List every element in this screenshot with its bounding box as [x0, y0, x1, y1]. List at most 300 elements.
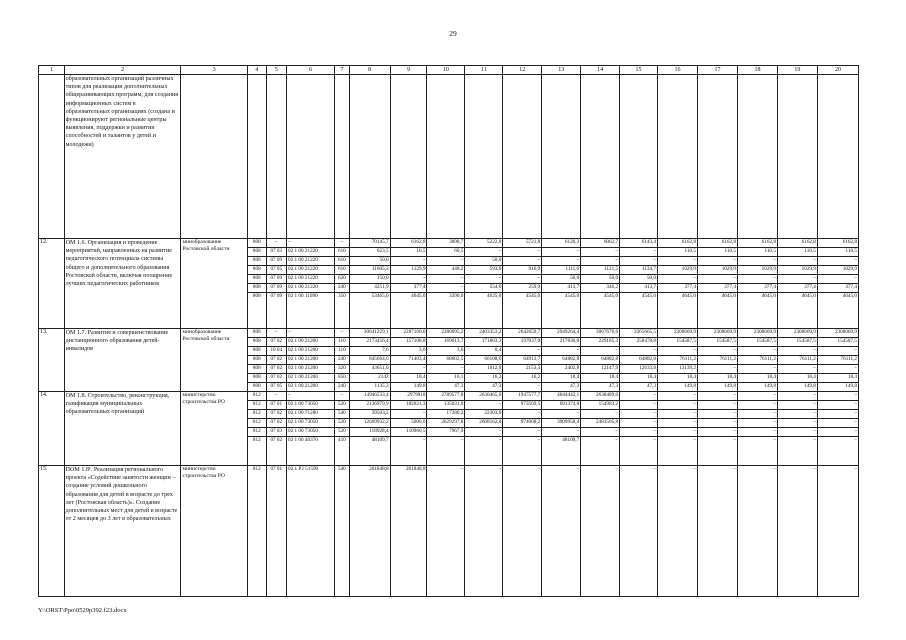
- amount-cell: –: [427, 466, 465, 597]
- amount-cell: 60,5: [427, 248, 465, 257]
- budget-code-cell: 808: [248, 284, 266, 293]
- amount-cell: –: [777, 347, 817, 356]
- amount-cell: –: [817, 410, 858, 419]
- column-header: 17: [697, 66, 737, 75]
- amount-cell: 18,4: [581, 374, 620, 383]
- amount-cell: 4545,0: [581, 293, 620, 329]
- amount-cell: –: [427, 437, 465, 466]
- amount-cell: 149,8: [390, 383, 427, 392]
- budget-code-cell: 07 09: [266, 284, 287, 293]
- amount-cell: –: [817, 392, 858, 401]
- amount-cell: 2630465,0: [465, 392, 503, 401]
- budget-code-cell: 07 02: [266, 365, 287, 374]
- budget-code-cell: –: [287, 392, 335, 401]
- amount-cell: [697, 75, 737, 239]
- budget-code-cell: 812: [248, 392, 266, 401]
- amount-cell: –: [542, 257, 581, 266]
- amount-cell: –: [658, 275, 698, 284]
- budget-code-cell: 808: [248, 338, 266, 347]
- amount-cell: 4545,0: [503, 293, 542, 329]
- amount-cell: 110,5: [737, 248, 777, 257]
- amount-cell: 149,8: [737, 383, 777, 392]
- amount-cell: –: [817, 466, 858, 597]
- budget-code-cell: 02 1 00 21220: [287, 248, 335, 257]
- amount-cell: 154587,5: [817, 338, 858, 347]
- budget-code-cell: 240: [335, 383, 349, 392]
- amount-cell: 7967,9: [427, 428, 465, 437]
- amount-cell: 346,2: [581, 284, 620, 293]
- amount-cell: –: [697, 428, 737, 437]
- budget-code-cell: 02 1 00 40370: [287, 437, 335, 466]
- amount-cell: –: [465, 275, 503, 284]
- amount-cell: 4645,0: [697, 293, 737, 329]
- budget-code-cell: 07 03: [266, 248, 287, 257]
- amount-cell: 68602,5: [427, 356, 465, 365]
- amount-cell: –: [581, 257, 620, 266]
- amount-cell: –: [658, 419, 698, 428]
- amount-cell: [427, 75, 465, 239]
- amount-cell: 64882,8: [542, 356, 581, 365]
- amount-cell: 154587,5: [697, 338, 737, 347]
- column-header: 5: [266, 66, 287, 75]
- amount-cell: –: [737, 275, 777, 284]
- amount-cell: 916,9: [503, 266, 542, 275]
- amount-cell: –: [777, 401, 817, 410]
- budget-code-cell: –: [266, 239, 287, 248]
- column-header: 6: [287, 66, 335, 75]
- amount-cell: 47,3: [620, 383, 658, 392]
- amount-cell: 3898,7: [427, 239, 465, 248]
- amount-cell: 4251,9: [349, 284, 390, 293]
- amount-cell: 12147,9: [581, 365, 620, 374]
- amount-cell: –: [581, 437, 620, 466]
- amount-cell: –: [817, 428, 858, 437]
- budget-code-cell: 02 1 00 21200: [287, 347, 335, 356]
- amount-cell: 2380095,2: [427, 329, 465, 338]
- budget-code-cell: 808: [248, 257, 266, 266]
- budget-code-cell: 07 02: [266, 374, 287, 383]
- program-measure-name: ОМ 1.6. Организация и проведение мероприятий, направленных на развитие педагогического потенциала системы общего и дополнительного образования Ростовской области, включая поощрение лучших педагогических работников: [64, 239, 181, 329]
- amount-cell: –: [427, 257, 465, 266]
- responsible-executor: минобразование Ростовской области: [181, 329, 248, 392]
- amount-cell: 47,3: [581, 383, 620, 392]
- budget-code-cell: 07 01: [266, 401, 287, 410]
- amount-cell: –: [503, 383, 542, 392]
- amount-cell: 76111,2: [817, 356, 858, 365]
- amount-cell: 154587,5: [777, 338, 817, 347]
- amount-cell: 47,3: [542, 383, 581, 392]
- amount-cell: 593,0: [465, 266, 503, 275]
- amount-cell: 2308669,9: [817, 329, 858, 338]
- column-header: 15: [620, 66, 658, 75]
- amount-cell: 18,4: [817, 374, 858, 383]
- amount-cell: 6143,4: [620, 239, 658, 248]
- budget-code-cell: 812: [248, 419, 266, 428]
- amount-cell: –: [427, 365, 465, 374]
- amount-cell: –: [542, 466, 581, 597]
- amount-cell: –: [620, 410, 658, 419]
- amount-cell: 157108,8: [390, 338, 427, 347]
- responsible-executor: министерство строительства РО: [181, 466, 248, 597]
- column-header: 16: [658, 66, 698, 75]
- budget-code-cell: –: [335, 392, 349, 401]
- amount-cell: –: [737, 365, 777, 374]
- amount-cell: 229185,3: [581, 338, 620, 347]
- amount-cell: –: [581, 410, 620, 419]
- amount-cell: 1111,6: [542, 266, 581, 275]
- amount-cell: –: [503, 410, 542, 419]
- budget-code-cell: 520: [335, 428, 349, 437]
- amount-cell: 0,4: [465, 347, 503, 356]
- budget-code-cell: 02 1 00 73050: [287, 428, 335, 437]
- column-header: 2: [64, 66, 181, 75]
- amount-cell: –: [817, 347, 858, 356]
- amount-cell: –: [737, 466, 777, 597]
- amount-cell: 2629297,8: [427, 419, 465, 428]
- amount-cell: 6120,3: [542, 239, 581, 248]
- amount-cell: 2308669,9: [777, 329, 817, 338]
- budget-code-cell: [287, 75, 335, 239]
- column-header: 14: [581, 66, 620, 75]
- amount-cell: –: [390, 410, 427, 419]
- amount-cell: –: [620, 428, 658, 437]
- amount-cell: 48109,7: [349, 437, 390, 466]
- amount-cell: 2173456,4: [349, 338, 390, 347]
- amount-cell: 118928,4: [349, 428, 390, 437]
- amount-cell: 110,5: [777, 248, 817, 257]
- amount-cell: 4025,0: [465, 293, 503, 329]
- budget-code-cell: 07 09: [266, 275, 287, 284]
- column-header: 1: [39, 66, 65, 75]
- budget-code-cell: 350: [335, 293, 349, 329]
- amount-cell: 2789577,8: [427, 392, 465, 401]
- amount-cell: 3,6: [427, 347, 465, 356]
- amount-cell: 149,8: [817, 383, 858, 392]
- amount-cell: 377,4: [697, 284, 737, 293]
- amount-cell: 4645,0: [777, 293, 817, 329]
- budget-code-cell: 808: [248, 248, 266, 257]
- amount-cell: –: [503, 275, 542, 284]
- amount-cell: –: [503, 466, 542, 597]
- amount-cell: 18,4: [697, 374, 737, 383]
- amount-cell: –: [658, 437, 698, 466]
- amount-cell: 623,5: [349, 248, 390, 257]
- amount-cell: 18,4: [390, 374, 427, 383]
- amount-cell: –: [697, 401, 737, 410]
- amount-cell: –: [542, 428, 581, 437]
- amount-cell: –: [697, 365, 737, 374]
- amount-cell: 2483505,8: [581, 419, 620, 428]
- amount-cell: 110,5: [658, 248, 698, 257]
- amount-cell: [581, 75, 620, 239]
- amount-cell: 14946533,4: [349, 392, 390, 401]
- amount-cell: –: [465, 466, 503, 597]
- amount-cell: 6062,7: [581, 239, 620, 248]
- amount-cell: [390, 75, 427, 239]
- amount-cell: 2308669,9: [737, 329, 777, 338]
- amount-cell: 1135,3: [349, 383, 390, 392]
- amount-cell: –: [737, 392, 777, 401]
- amount-cell: [503, 75, 542, 239]
- table-row: [39, 392, 859, 401]
- amount-cell: 413,7: [620, 284, 658, 293]
- amount-cell: –: [777, 466, 817, 597]
- amount-cell: 4645,0: [658, 293, 698, 329]
- amount-cell: 16,5: [390, 248, 427, 257]
- amount-cell: 150,0: [349, 275, 390, 284]
- budget-code-cell: 02 1 00 21200: [287, 356, 335, 365]
- row-index: 15.: [39, 466, 65, 597]
- amount-cell: –: [620, 248, 658, 257]
- amount-cell: –: [658, 257, 698, 266]
- amount-cell: [620, 75, 658, 239]
- amount-cell: 201848,8: [390, 466, 427, 597]
- amount-cell: 182021,3: [390, 401, 427, 410]
- amount-cell: 2153,3: [503, 365, 542, 374]
- amount-cell: 448,2: [427, 266, 465, 275]
- amount-cell: –: [620, 466, 658, 597]
- amount-cell: 6162,8: [817, 239, 858, 248]
- amount-cell: –: [465, 437, 503, 466]
- amount-cell: 973569,5: [503, 401, 542, 410]
- amount-cell: 1029,9: [777, 266, 817, 275]
- amount-cell: –: [465, 248, 503, 257]
- amount-cell: –: [542, 347, 581, 356]
- amount-cell: –: [817, 401, 858, 410]
- budget-code-cell: 808: [248, 365, 266, 374]
- amount-cell: 12609932,2: [349, 419, 390, 428]
- budget-code-cell: 110: [335, 347, 349, 356]
- column-header: 10: [427, 66, 465, 75]
- budget-code-cell: 07 03: [266, 428, 287, 437]
- amount-cell: –: [658, 401, 698, 410]
- column-header: 8: [349, 66, 390, 75]
- amount-cell: 154587,5: [658, 338, 698, 347]
- amount-cell: 6162,8: [390, 239, 427, 248]
- amount-cell: –: [390, 275, 427, 284]
- amount-cell: [777, 75, 817, 239]
- amount-cell: –: [777, 392, 817, 401]
- amount-cell: 1029,9: [737, 266, 777, 275]
- budget-code-cell: 812: [248, 466, 266, 597]
- amount-cell: –: [620, 419, 658, 428]
- budget-code-cell: 812: [248, 428, 266, 437]
- column-header: 9: [390, 66, 427, 75]
- amount-cell: 2402,8: [542, 365, 581, 374]
- amount-cell: 258478,8: [620, 338, 658, 347]
- amount-cell: 4645,0: [817, 293, 858, 329]
- amount-cell: 110,5: [817, 248, 858, 257]
- amount-cell: 43651,0: [349, 365, 390, 374]
- budget-code-cell: 02 1 00 21200: [287, 338, 335, 347]
- amount-cell: 154587,5: [737, 338, 777, 347]
- footer-file-path: Y:\ORST\Ppo\0529p392.f23.docx: [38, 607, 127, 614]
- amount-cell: –: [658, 428, 698, 437]
- row-index: 14.: [39, 392, 65, 466]
- amount-cell: 149,8: [658, 383, 698, 392]
- amount-cell: –: [737, 257, 777, 266]
- amount-cell: 110960,5: [390, 428, 427, 437]
- column-header: 11: [465, 66, 503, 75]
- budget-code-cell: –: [266, 329, 287, 338]
- amount-cell: 2949264,4: [542, 329, 581, 338]
- amount-cell: –: [737, 428, 777, 437]
- budget-code-cell: 620: [335, 275, 349, 284]
- amount-cell: –: [817, 257, 858, 266]
- amount-cell: 50,0: [349, 257, 390, 266]
- amount-cell: 377,4: [737, 284, 777, 293]
- budget-code-cell: 07 02: [266, 419, 287, 428]
- amount-cell: –: [658, 392, 698, 401]
- budget-code-cell: 610: [335, 248, 349, 257]
- amount-cell: 171863,3: [465, 338, 503, 347]
- page-number: 29: [449, 29, 457, 38]
- amount-cell: –: [777, 437, 817, 466]
- amount-cell: 154983,2: [581, 401, 620, 410]
- amount-cell: 18,4: [620, 374, 658, 383]
- amount-cell: –: [620, 257, 658, 266]
- amount-cell: –: [542, 410, 581, 419]
- budget-code-cell: –: [287, 239, 335, 248]
- amount-cell: –: [777, 365, 817, 374]
- amount-cell: –: [817, 275, 858, 284]
- amount-cell: 39503,2: [349, 410, 390, 419]
- amount-cell: 18,4: [777, 374, 817, 383]
- amount-cell: 1947577,7: [503, 392, 542, 401]
- budget-code-cell: 07 09: [266, 257, 287, 266]
- budget-code-cell: 850: [335, 374, 349, 383]
- amount-cell: 3365665,5: [620, 329, 658, 338]
- budget-code-cell: 07 09: [266, 293, 287, 329]
- budget-code-cell: 02 1 00 73050: [287, 401, 335, 410]
- table-row: [39, 329, 859, 338]
- amount-cell: –: [620, 392, 658, 401]
- amount-cell: 76111,2: [777, 356, 817, 365]
- amount-cell: –: [697, 466, 737, 597]
- row-index: 12.: [39, 239, 65, 329]
- amount-cell: 2142: [349, 374, 390, 383]
- amount-cell: 17280,2: [427, 410, 465, 419]
- table-row: [39, 75, 859, 239]
- responsible-executor: министерство строительства РО: [181, 392, 248, 466]
- amount-cell: 6162,8: [658, 239, 698, 248]
- amount-cell: –: [658, 466, 698, 597]
- amount-cell: –: [427, 284, 465, 293]
- budget-code-cell: 02 1 00 11090: [287, 293, 335, 329]
- program-measure-name: ОМ 1.8. Строительство, реконструкция, газификация муниципальных образовательных организаций: [64, 392, 181, 466]
- amount-cell: 1029,9: [697, 266, 737, 275]
- amount-cell: 1134,7: [620, 266, 658, 275]
- amount-cell: 1129,9: [390, 266, 427, 275]
- amount-cell: [349, 75, 390, 239]
- amount-cell: 974008,2: [503, 419, 542, 428]
- amount-cell: 169013,7: [427, 338, 465, 347]
- amount-cell: –: [777, 257, 817, 266]
- amount-cell: 50,0: [581, 275, 620, 284]
- amount-cell: –: [697, 257, 737, 266]
- amount-cell: 22303,0: [465, 410, 503, 419]
- amount-cell: –: [542, 248, 581, 257]
- amount-cell: –: [658, 410, 698, 419]
- amount-cell: 4645,0: [737, 293, 777, 329]
- amount-cell: –: [581, 428, 620, 437]
- budget-code-cell: 02 1 00 21200: [287, 383, 335, 392]
- amount-cell: 30641229,1: [349, 329, 390, 338]
- amount-cell: 691374,0: [542, 401, 581, 410]
- budget-code-cell: 808: [248, 347, 266, 356]
- budget-code-cell: 812: [248, 410, 266, 419]
- amount-cell: 3,6: [390, 347, 427, 356]
- column-header: 3: [181, 66, 248, 75]
- amount-cell: –: [503, 248, 542, 257]
- amount-cell: –: [737, 347, 777, 356]
- budget-code-cell: 540: [335, 466, 349, 597]
- budget-code-cell: 02 1 00 71280: [287, 410, 335, 419]
- amount-cell: 4545,0: [542, 293, 581, 329]
- amount-cell: –: [817, 419, 858, 428]
- program-measure-name: образовательных организаций различных типов для реализации дополнительных общеразвивающих программ, для создания информационных систем в образовательных организациях (создана и функционируют региональные центры выявления, поддержки и развития способностей и талантов у детей и молодежи): [64, 75, 181, 239]
- amount-cell: –: [390, 437, 427, 466]
- budget-code-cell: 02 1 00 21200: [287, 365, 335, 374]
- amount-cell: 11605,3: [349, 266, 390, 275]
- amount-cell: 2308669,9: [658, 329, 698, 338]
- column-number-row: [39, 66, 859, 75]
- amount-cell: [542, 75, 581, 239]
- amount-cell: 76111,2: [697, 356, 737, 365]
- amount-cell: –: [697, 347, 737, 356]
- amount-cell: –: [465, 428, 503, 437]
- amount-cell: –: [697, 410, 737, 419]
- amount-cell: 6162,8: [737, 239, 777, 248]
- amount-cell: –: [777, 410, 817, 419]
- amount-cell: 845664,6: [349, 356, 390, 365]
- budget-code-cell: 540: [335, 410, 349, 419]
- amount-cell: –: [503, 437, 542, 466]
- amount-cell: –: [817, 365, 858, 374]
- budget-code-cell: 110: [335, 338, 349, 347]
- amount-cell: 48109,7: [542, 437, 581, 466]
- amount-cell: [465, 75, 503, 239]
- amount-cell: 2403353,2: [465, 329, 503, 338]
- amount-cell: 197037,0: [503, 338, 542, 347]
- budget-code-cell: 410: [335, 437, 349, 466]
- amount-cell: –: [777, 428, 817, 437]
- budget-code-cell: 808: [248, 383, 266, 392]
- amount-cell: 110,5: [697, 248, 737, 257]
- amount-cell: 16,2: [503, 374, 542, 383]
- budget-code-cell: –: [335, 329, 349, 338]
- amount-cell: 4545,0: [620, 293, 658, 329]
- amount-cell: 1121,5: [581, 266, 620, 275]
- amount-cell: 4645,0: [390, 293, 427, 329]
- amount-cell: 217830,0: [542, 338, 581, 347]
- amount-cell: 377,4: [817, 284, 858, 293]
- amount-cell: 3390,0: [427, 293, 465, 329]
- column-header: 13: [542, 66, 581, 75]
- amount-cell: –: [503, 257, 542, 266]
- amount-cell: –: [697, 419, 737, 428]
- budget-code-cell: 808: [248, 293, 266, 329]
- budget-code-cell: 02 1 00 73050: [287, 419, 335, 428]
- budget-code-cell: 07 02: [266, 437, 287, 466]
- amount-cell: –: [581, 347, 620, 356]
- amount-cell: 5721,8: [503, 239, 542, 248]
- amount-cell: 47,3: [427, 383, 465, 392]
- budget-code-cell: [335, 75, 349, 239]
- amount-cell: –: [777, 275, 817, 284]
- amount-cell: 50,0: [542, 275, 581, 284]
- amount-cell: 16,1: [427, 374, 465, 383]
